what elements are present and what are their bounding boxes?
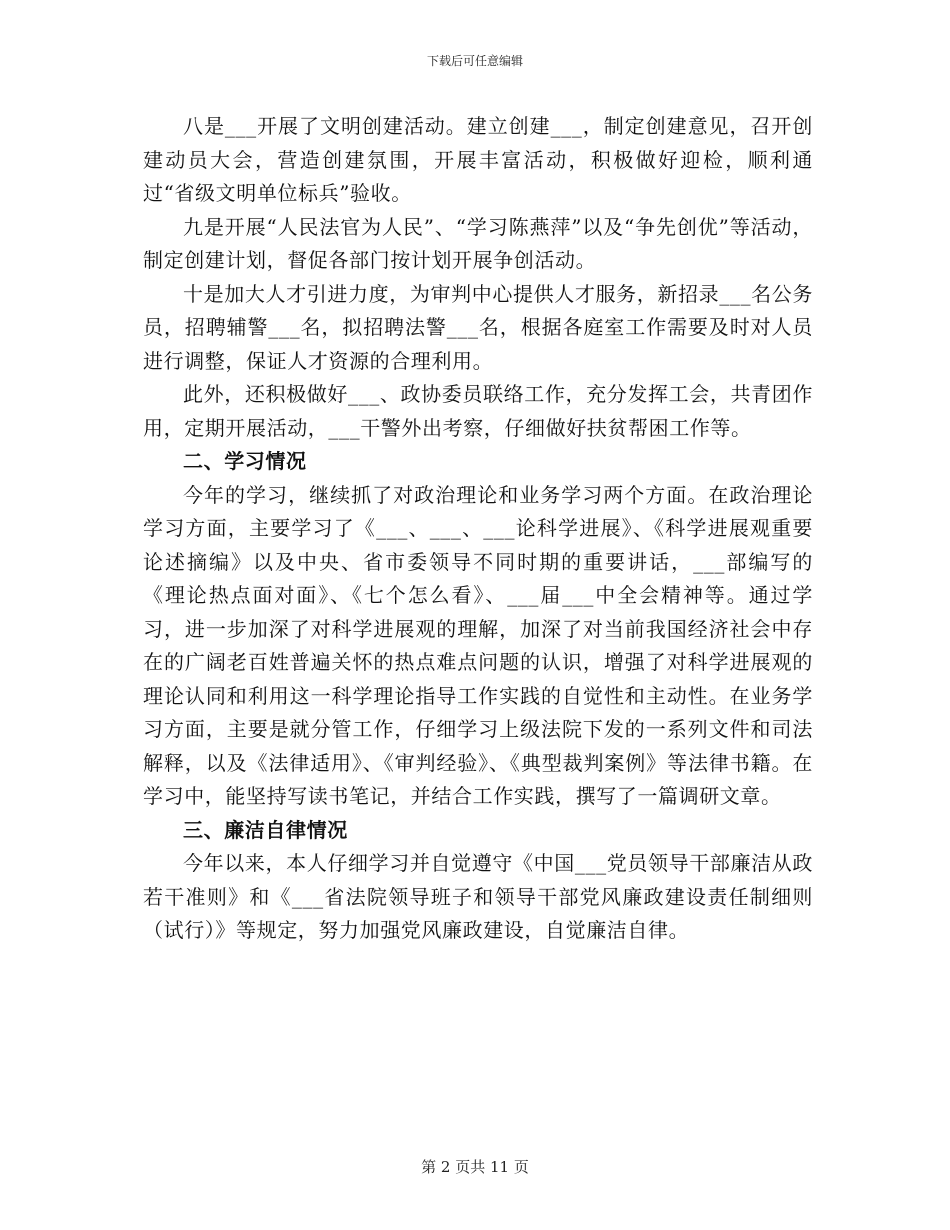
page-number: 第 2 页共 11 页 (421, 1158, 529, 1176)
paragraph-additional-work: 此外，还积极做好___、政协委员联络工作，充分发挥工会，共青团作用，定期开展活动，___干警外出考察，仔细做好扶贫帮困工作等。 (143, 382, 813, 440)
document-body (143, 110, 813, 948)
paragraph-civilization-activity: 八是___开展了文明创建活动。建立创建___，制定创建意见，召开创建动员大会，营造创建氛围，开展丰富活动，积极做好迎检，顺利通过“省级文明单位标兵”验收。 (143, 114, 813, 205)
page-header-note: 下载后可任意编辑 (426, 54, 523, 68)
section-heading-integrity: 三、廉洁自律情况 (183, 817, 348, 842)
paragraph-talent-recruitment: 十是加大人才引进力度，为审判中心提供人才服务，新招录___名公务员，招聘辅警___名，拟招聘法警___名，根据各庭室工作需要及时对人员进行调整，保证人才资源的合理利用。 (143, 281, 813, 373)
section-heading-study: 二、学习情况 (183, 449, 307, 473)
paragraph-study-details: 今年的学习，继续抓了对政治理论和业务学习两个方面。在政治理论学习方面，主要学习了《___、___、___论科学进展》、《科学进展观重要论述摘编》以及中央、省市委领导不同时期的重要讲话，___部编写的《理论热点面对面》、《七个怎么看》、___届___中全会精神等。通过学习，进一步加深了对科学进展观的理解，加深了对当前我国经济社会中存在的广阔老百姓普遍关怀的热点难点问题的认识，增强了对科学进展观的理论认同和利用这一科学理论指导工作实践的自觉性和主动性。在业务学习方面，主要是就分管工作，仔细学习上级法院下发的一系列文件和司法解释，以及《法律适用》、《审判经验》、《典型裁判案例》等法律书籍。在学习中，能坚持写读书笔记，并结合工作实践，撰写了一篇调研文章。 (143, 482, 813, 808)
paragraph-judge-for-people: 九是开展“人民法官为人民”、“学习陈燕萍”以及“争先创优”等活动，制定创建计划，督促各部门按计划开展争创活动。 (143, 214, 813, 272)
paragraph-integrity-details: 今年以来，本人仔细学习并自觉遵守《中国___党员领导干部廉洁从政若干准则》和《___省法院领导班子和领导干部党风廉政建设责任制细则（试行）》等规定，努力加强党风廉政建设，自觉廉洁自律。 (143, 851, 813, 942)
